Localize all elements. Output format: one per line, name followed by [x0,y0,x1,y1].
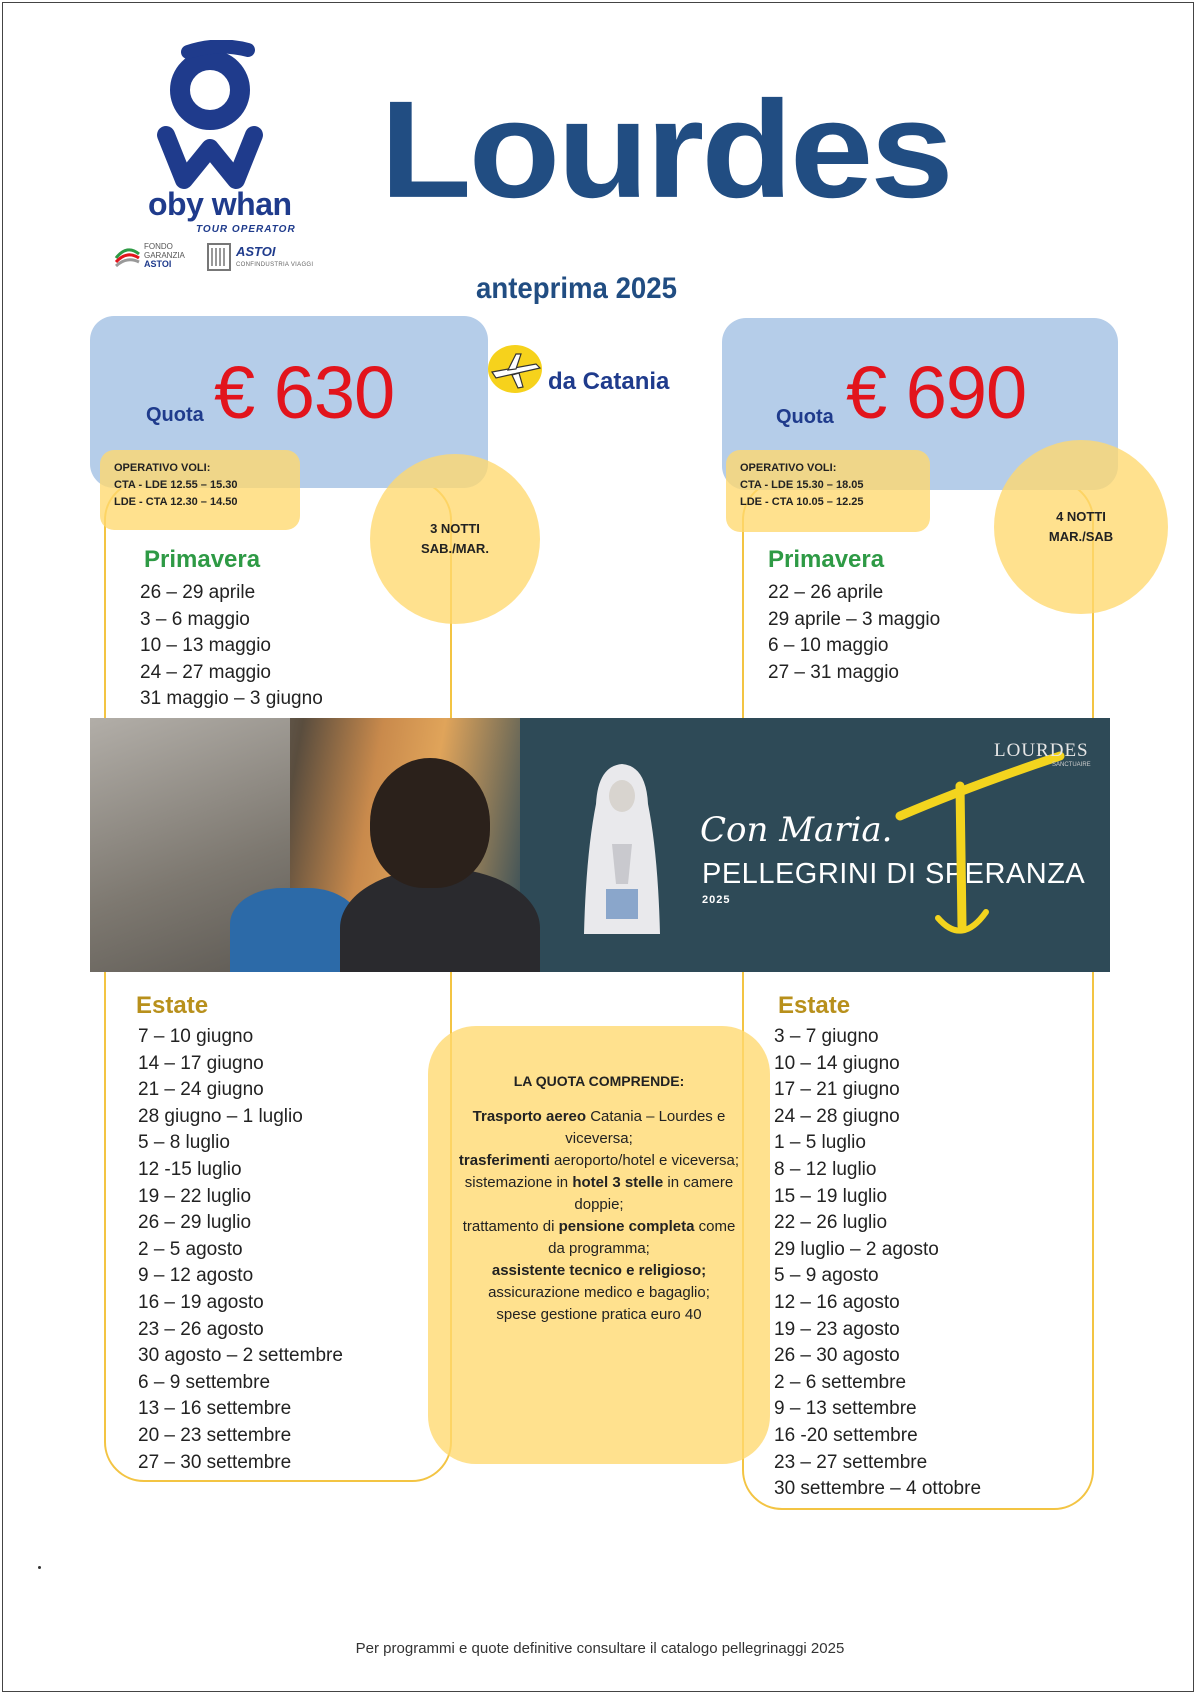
date-item: 9 – 12 agosto [138,1265,254,1287]
right-days: MAR./SAB [1048,529,1114,544]
date-item: 21 – 24 giugno [138,1079,264,1101]
left-flight-schedule [100,450,300,530]
right-flight-1: CTA - LDE 15.30 – 18.05 [740,479,864,491]
includes-item: trattamento di pensione completa come da programma; [462,1218,736,1257]
fondo-swirl-icon [112,240,142,270]
date-item: 27 – 31 maggio [768,661,899,683]
includes-item: Trasporto aereo Catania – Lourdes e viceversa; [472,1108,726,1147]
left-days: SAB./MAR. [421,541,489,556]
right-nights: 4 NOTTI [1056,509,1106,524]
left-spring-label: Primavera [144,546,261,573]
brand-name: oby whan [148,186,292,222]
banner-year: 2025 [702,894,731,906]
right-spring-label: Primavera [768,546,885,573]
left-summer-dates [138,1024,343,1476]
date-item: 29 luglio – 2 agosto [774,1238,939,1260]
date-item: 10 – 14 giugno [774,1052,900,1074]
left-operativo-title: OPERATIVO VOLI: [114,462,211,474]
date-item: 16 -20 settembre [774,1424,918,1446]
date-item: 12 – 16 agosto [774,1291,900,1313]
right-price: € 690 [846,351,1027,434]
date-item: 9 – 13 settembre [774,1398,917,1420]
fondo-line-2: GARANZIA [144,251,185,260]
right-flight-schedule [726,450,930,532]
date-item: 27 – 30 settembre [138,1451,292,1473]
right-summer-label: Estate [778,992,851,1019]
date-item: 16 – 19 agosto [138,1291,264,1313]
includes-item: trasferimenti aeroporto/hotel e viceversa; [458,1152,740,1169]
left-summer-label: Estate [136,992,209,1019]
date-item: 3 – 6 maggio [140,608,250,630]
date-item: 14 – 17 giugno [138,1052,264,1074]
astoi-sub: CONFINDUSTRIA VIAGGI [236,262,314,268]
left-flight-1: CTA - LDE 12.55 – 15.30 [114,479,238,491]
includes-item: spese gestione pratica euro 40 [496,1306,702,1323]
brand-tagline: TOUR OPERATOR [196,224,296,235]
astoi-name: ASTOI [236,244,276,259]
pilgrimage-banner [90,718,1110,972]
date-item: 5 – 9 agosto [774,1265,879,1287]
departure-city: da Catania [548,368,670,395]
date-item: 1 – 5 luglio [774,1132,866,1154]
date-item: 31 maggio – 3 giugno [140,688,323,710]
right-flight-2: LDE - CTA 10.05 – 12.25 [740,496,864,508]
stray-dot [38,1566,41,1569]
date-item: 22 – 26 aprile [768,582,884,603]
date-item: 30 agosto – 2 settembre [138,1345,343,1367]
date-item: 2 – 5 agosto [138,1238,243,1260]
airplane-icon [486,342,544,396]
sanctuary-logo-sub: SANCTUAIRE [1052,762,1091,768]
jubilee-cross-icon [890,746,1070,956]
left-price: € 630 [214,351,395,434]
oby-whan-logo-icon [148,40,298,190]
banner-script-text: Con Maria. [700,810,893,850]
left-flight-2: LDE - CTA 12.30 – 14.50 [114,496,238,508]
date-item: 26 – 29 luglio [138,1212,252,1234]
date-item: 29 aprile – 3 maggio [768,608,941,630]
date-item: 6 – 10 maggio [768,635,889,657]
includes-title: LA QUOTA COMPRENDE: [513,1073,685,1089]
quota-includes-box [428,1026,770,1464]
date-item: 28 giugno – 1 luglio [138,1105,303,1127]
footer-note: Per programmi e quote definitive consultare il catalogo pellegrinaggi 2025 [355,1640,845,1657]
right-quota-label: Quota [776,406,834,428]
page-subtitle: anteprima 2025 [476,272,677,305]
fondo-garanzia-logo [112,240,204,280]
date-item: 3 – 7 giugno [774,1026,879,1047]
date-item: 10 – 13 maggio [140,635,271,657]
date-item: 19 – 22 luglio [138,1185,252,1207]
banner-photo [90,718,520,972]
sanctuary-logo: LOURDES [994,740,1089,761]
date-item: 23 – 27 settembre [774,1451,928,1473]
includes-item: sistemazione in hotel 3 stelle in camere doppie; [464,1174,734,1213]
astoi-emblem-icon [206,240,232,274]
includes-list [454,1106,744,1326]
fondo-line-1: FONDO [144,242,173,251]
date-item: 13 – 16 settembre [138,1398,292,1420]
date-item: 5 – 8 luglio [138,1132,230,1154]
page-title: Lourdes [380,71,951,227]
includes-item: assistente tecnico e religioso; [491,1262,707,1279]
astoi-logo [206,240,316,280]
date-item: 26 – 29 aprile [140,582,256,603]
right-spring-dates [768,580,940,686]
left-nights-badge [370,454,540,624]
pilgrim-head [370,758,490,888]
date-item: 30 settembre – 4 ottobre [774,1478,982,1500]
left-quota-label: Quota [146,404,204,426]
date-item: 2 – 6 settembre [774,1371,907,1393]
date-item: 17 – 21 giugno [774,1079,900,1101]
fondo-line-3: ASTOI [144,259,172,269]
date-item: 26 – 30 agosto [774,1345,900,1367]
date-item: 15 – 19 luglio [774,1185,888,1207]
includes-item: assicurazione medico e bagaglio; [488,1284,710,1301]
left-spring-dates [140,580,323,713]
right-operativo-title: OPERATIVO VOLI: [740,462,837,474]
date-item: 24 – 27 maggio [140,661,271,683]
banner-headline: PELLEGRINI DI SPERANZA [702,858,1086,890]
left-nights: 3 NOTTI [430,521,480,536]
date-item: 19 – 23 agosto [774,1318,900,1340]
date-item: 22 – 26 luglio [774,1212,888,1234]
date-item: 12 -15 luglio [138,1158,242,1180]
right-nights-badge [994,440,1168,614]
date-item: 23 – 26 agosto [138,1318,264,1340]
date-item: 8 – 12 luglio [774,1158,877,1180]
madonna-statue-icon [576,754,668,944]
date-item: 6 – 9 settembre [138,1371,271,1393]
date-item: 20 – 23 settembre [138,1424,292,1446]
date-item: 24 – 28 giugno [774,1105,900,1127]
date-item: 7 – 10 giugno [138,1026,254,1047]
right-summer-dates [774,1024,981,1503]
